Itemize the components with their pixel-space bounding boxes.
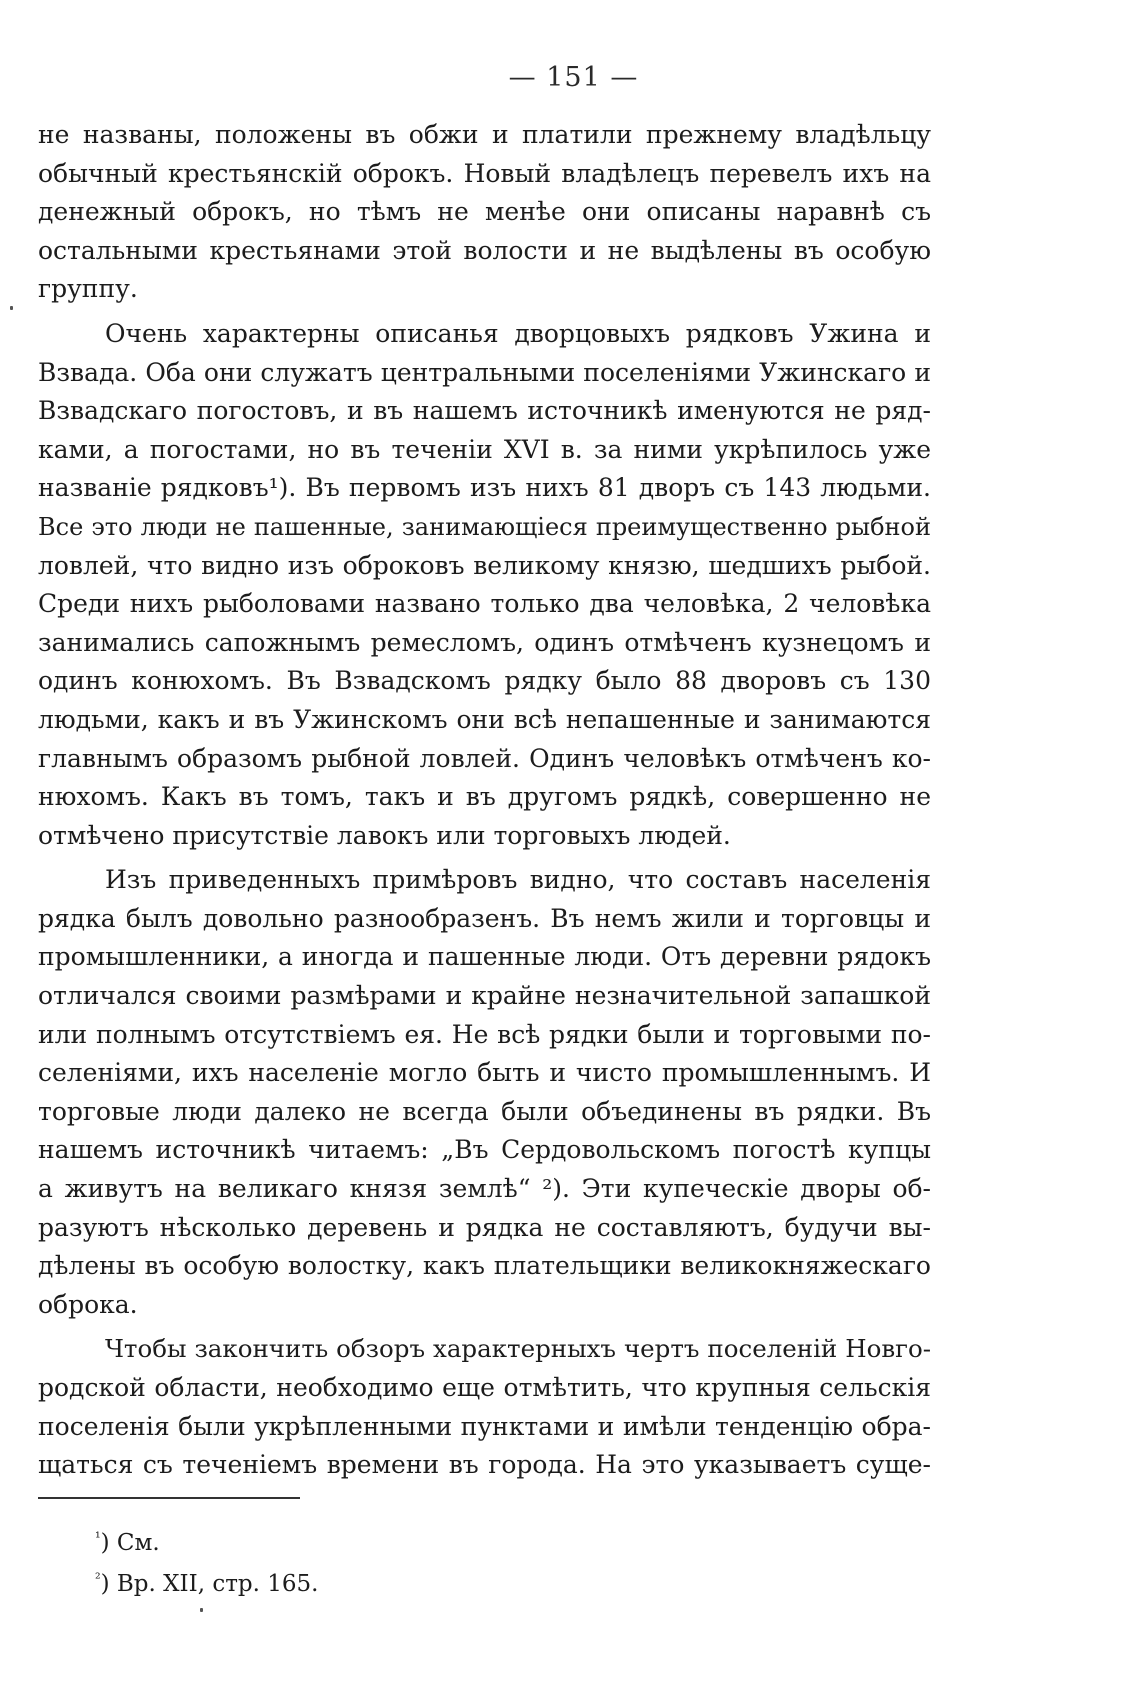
- text-line: обычный крестьянскій оброкъ. Новый владѣлецъ перевелъ ихъ на: [38, 158, 931, 188]
- text-line: денежный оброкъ, но тѣмъ не менѣе они описаны наравнѣ съ: [38, 197, 931, 227]
- text-line: нашемъ источникѣ читаемъ: „Въ Сердовольскомъ погостѣ купцы: [38, 1135, 931, 1165]
- text-line: родской области, необходимо еще отмѣтить, что крупныя сельскія: [38, 1373, 931, 1402]
- text-line: Чтобы закончить обзоръ характерныхъ чертъ поселеній Новго-: [105, 1334, 931, 1364]
- footnote-mark: ¹: [95, 1530, 101, 1546]
- text-line: Среди нихъ рыболовами названо только два человѣка, 2 человѣка: [38, 589, 931, 619]
- footnote-divider: [38, 1497, 300, 1499]
- scan-speck: [200, 1608, 203, 1612]
- text-line: отличался своими размѣрами и крайне незначительной запашкой: [38, 981, 931, 1011]
- text-line: промышленники, а иногда и пашенные люди. Отъ деревни рядокъ: [38, 942, 931, 972]
- paragraph-2: [38, 315, 931, 855]
- footnote-text: ) Вр. XII, стр. 165.: [100, 1571, 319, 1597]
- footnote-2: [95, 1561, 319, 1602]
- text-line: Очень характерны описанья дворцовыхъ рядковъ Ужина и: [105, 318, 931, 348]
- footnote-text: ) См.: [100, 1530, 160, 1556]
- text-line: поселенія были укрѣпленными пунктами и имѣли тенденцію обра-: [38, 1411, 931, 1441]
- text-line: разуютъ нѣсколько деревень и рядка не составляютъ, будучи вы-: [38, 1212, 931, 1242]
- text-line: Взвада. Оба они служатъ центральными поселеніями Ужинскаго и: [38, 357, 931, 387]
- paragraph-4: [38, 1330, 931, 1484]
- text-line: одинъ конюхомъ. Въ Взвадскомъ рядку было 88 дворовъ съ 130: [38, 666, 931, 696]
- scan-speck: [10, 306, 13, 310]
- text-line: Все это люди не пашенные, занимающіеся преимущественно рыбной: [38, 512, 931, 541]
- text-line: главнымъ образомъ рыбной ловлей. Одинъ человѣкъ отмѣченъ ко-: [38, 743, 931, 773]
- text-line: названіе рядковъ¹). Въ первомъ изъ нихъ 81 дворъ съ 143 людьми.: [38, 473, 931, 503]
- page-number: — 151 —: [508, 62, 639, 93]
- text-line: оброка.: [38, 1289, 138, 1319]
- text-line: ками, а погостами, но въ теченіи XVI в. за ними укрѣпилось уже: [38, 434, 931, 464]
- text-line: а живутъ на великаго князя землѣ“ ²). Эти купеческіе дворы об-: [38, 1174, 931, 1204]
- text-line: ловлей, что видно изъ оброковъ великому князю, шедшихъ рыбой.: [38, 550, 931, 580]
- text-line: отмѣчено присутствіе лавокъ или торговыхъ людей.: [38, 820, 731, 850]
- text-line: нюхомъ. Какъ въ томъ, такъ и въ другомъ рядкѣ, совершенно не: [38, 782, 931, 812]
- text-line: или полнымъ отсутствіемъ ея. Не всѣ рядки были и торговыми по-: [38, 1019, 931, 1049]
- paragraph-3: [38, 861, 931, 1324]
- footnote-1: [95, 1520, 319, 1561]
- text-line: занимались сапожнымъ ремесломъ, одинъ отмѣченъ кузнецомъ и: [38, 627, 931, 657]
- paragraph-1: [38, 116, 931, 309]
- text-line: селеніями, ихъ населеніе могло быть и чисто промышленнымъ. И: [38, 1058, 931, 1088]
- text-line: остальными крестьянами этой волости и не выдѣлены въ особую: [38, 235, 931, 265]
- text-line: не названы, положены въ обжи и платили прежнему владѣльцу: [38, 120, 931, 149]
- text-line: Взвадскаго погостовъ, и въ нашемъ источникѣ именуются не ряд-: [38, 396, 931, 426]
- footnote-mark: ²: [95, 1571, 101, 1587]
- body-text: [38, 116, 931, 1491]
- text-line: щаться съ теченіемъ времени въ города. На это указываетъ суще-: [38, 1450, 931, 1480]
- text-line: рядка былъ довольно разнообразенъ. Въ немъ жили и торговцы и: [38, 903, 931, 933]
- text-line: группу.: [38, 274, 138, 304]
- text-line: дѣлены въ особую волостку, какъ плательщики великокняжескаго: [38, 1251, 931, 1281]
- text-line: Изъ приведенныхъ примѣровъ видно, что составъ населенія: [105, 865, 931, 895]
- footnotes: [95, 1520, 319, 1602]
- text-line: людьми, какъ и въ Ужинскомъ они всѣ непашенные и занимаются: [38, 704, 931, 734]
- text-line: торговые люди далеко не всегда были объединены въ рядки. Въ: [38, 1096, 931, 1126]
